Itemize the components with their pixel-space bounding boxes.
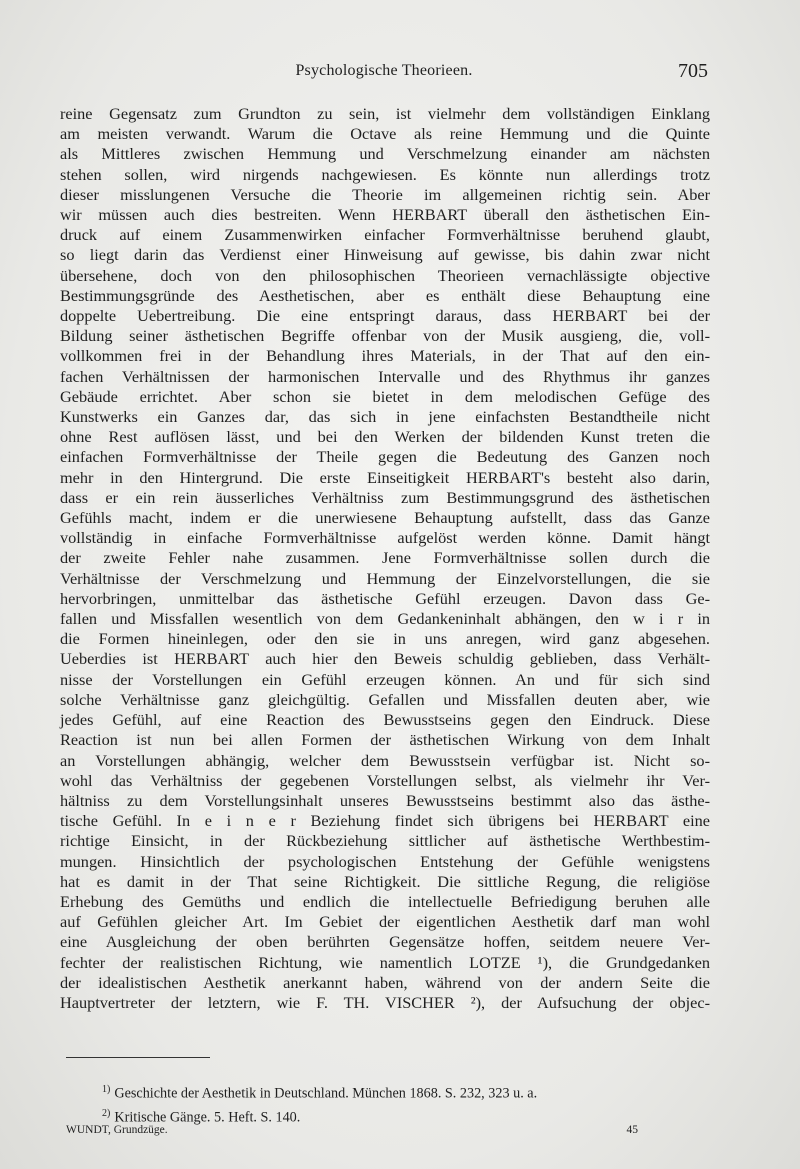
text-line: Kunstwerks ein Ganzes dar, das sich in jene einfachsten Bestandtheile nicht	[60, 407, 710, 427]
text-line: doppelte Uebertreibung. Die eine entspringt daraus, dass HERBART bei der	[60, 306, 710, 326]
text-line: Gefühls macht, indem er die unerwiesene Behauptung aufstellt, dass das Ganze	[60, 508, 710, 528]
text-line: mehr in den Hintergrund. Die erste Einseitigkeit HERBART's besteht also darin,	[60, 467, 710, 487]
text-line: übersehene, doch von den philosophischen Theorieen vernachlässigte objective	[60, 265, 710, 285]
text-line: auf Gefühlen gleicher Art. Im Gebiet der eigentlichen Aesthetik darf man wohl	[60, 912, 710, 932]
text-line: an Vorstellungen abhängig, welcher dem Bewusstsein verfügbar ist. Nicht so-	[60, 750, 710, 770]
text-line: mungen. Hinsichtlich der psychologischen Entstehung der Gefühle wenigstens	[60, 851, 710, 871]
footnotes	[102, 1080, 537, 1127]
text-line: vollständig in einfache Formverhältnisse aufgelöst werden könne. Damit hängt	[60, 528, 710, 548]
text-line: Hauptvertreter der letztern, wie F. TH. VISCHER ²), der Aufsuchung der objec-	[60, 992, 710, 1012]
text-line: einfachen Formverhältnisse der Theile gegen die Bedeutung des Ganzen noch	[60, 447, 710, 467]
text-line: Bildung seiner ästhetischen Begriffe offenbar von der Musik ausgieng, die, voll-	[60, 326, 710, 346]
footnote-text: Geschichte der Aesthetik in Deutschland. München 1868. S. 232, 323 u. a.	[114, 1085, 538, 1102]
text-line: hat es damit in der That seine Richtigkeit. Die sittliche Regung, die religiöse	[60, 871, 710, 891]
text-line: jedes Gefühl, auf eine Reaction des Bewusstseins gegen den Eindruck. Diese	[60, 710, 710, 730]
text-line: fallen und Missfallen wesentlich von dem Gedankeninhalt abhängen, den w i r in	[60, 609, 710, 629]
text-line: ohne Rest auflösen lässt, und bei den Werken der bildenden Kunst treten die	[60, 427, 710, 447]
footnote-marker: 2)	[102, 1107, 111, 1119]
text-line: Erhebung des Gemüths und endlich die intellectuelle Befriedigung beruhen alle	[60, 891, 710, 911]
sheet-number: 45	[626, 1124, 638, 1136]
text-line: dass er ein rein äusserliches Verhältniss zum Bestimmungsgrund des ästhetischen	[60, 487, 710, 507]
text-line: eine Ausgleichung der oben berührten Gegensätze hoffen, seitdem neuere Ver-	[60, 932, 710, 952]
text-line: dieser misslungenen Versuche die Theorie im allgemeinen richtig sein. Aber	[60, 184, 710, 204]
text-line: Gebäude errichtet. Aber schon sie bietet in dem melodischen Gefüge des	[60, 386, 710, 406]
text-line: der zweite Fehler nahe zusammen. Jene Formverhältnisse sollen durch die	[60, 548, 710, 568]
text-line: so liegt darin das Verdienst einer Hinweisung auf gewisse, bis dahin zwar nicht	[60, 245, 710, 265]
text-line: reine Gegensatz zum Grundton zu sein, ist vielmehr dem vollständigen Einklang	[60, 104, 710, 123]
body-text	[60, 104, 710, 1013]
text-line: solche Verhältnisse ganz gleichgültig. Gefallen und Missfallen deuten aber, wie	[60, 689, 710, 709]
footnote-rule	[66, 1057, 210, 1058]
text-line: tische Gefühl. In e i n e r Beziehung findet sich übrigens bei HERBART eine	[60, 811, 710, 831]
text-line: am meisten verwandt. Warum die Octave als reine Hemmung und die Quinte	[60, 124, 710, 144]
text-line: als Mittleres zwischen Hemmung und Verschmelzung einander am nächsten	[60, 144, 710, 164]
text-line: stehen sollen, wird nirgends nachgewiesen. Es könnte nun allerdings trotz	[60, 164, 710, 184]
footnote-marker: 1)	[102, 1084, 111, 1095]
text-line: Ueberdies ist HERBART auch hier den Beweis schuldig geblieben, dass Verhält-	[60, 649, 710, 669]
text-line: hältniss zu dem Vorstellungsinhalt unseres Bewusstseins bestimmt also das ästhe-	[60, 790, 710, 810]
text-line: fechter der realistischen Richtung, wie namentlich LOTZE ¹), die Grundgedanken	[60, 952, 710, 972]
text-line: Bestimmungsgründe des Aesthetischen, aber es enthält diese Behauptung eine	[60, 285, 710, 305]
text-line: fachen Verhältnissen der harmonischen Intervalle und des Rhythmus ihr ganzes	[60, 366, 710, 386]
text-line: druck auf einem Zusammenwirken einfacher Formverhältnisse beruhend glaubt,	[60, 225, 710, 245]
text-line: wohl das Verhältniss der gegebenen Vorstellungen selbst, als vielmehr ihr Ver-	[60, 770, 710, 790]
text-line: richtige Einsicht, in der Rückbeziehung sittlicher auf ästhetische Werthbestim-	[60, 831, 710, 851]
signature-line: WUNDT, Grundzüge.	[66, 1124, 168, 1136]
page-number: 705	[678, 60, 708, 82]
footnote-text: Kritische Gänge. 5. Heft. S. 140.	[114, 1109, 301, 1126]
footnote-1	[102, 1080, 537, 1104]
text-line: vollkommen frei in der Behandlung ihres Materials, in der That auf den ein-	[60, 346, 710, 366]
text-line: hervorbringen, unmittelbar das ästhetische Gefühl erzeugen. Davon dass Ge-	[60, 588, 710, 608]
text-line: nisse der Vorstellungen ein Gefühl erzeugen können. An und für sich sind	[60, 669, 710, 689]
running-head	[60, 62, 708, 90]
text-line: Reaction ist nun bei allen Formen der ästhetischen Wirkung von dem Inhalt	[60, 730, 710, 750]
running-title: Psychologische Theorieen.	[295, 62, 473, 79]
text-line: wir müssen auch dies bestreiten. Wenn HERBART überall den ästhetischen Ein-	[60, 205, 710, 225]
text-line: der idealistischen Aesthetik anerkannt haben, während von der andern Seite die	[60, 972, 710, 992]
text-line: die Formen hineinlegen, oder den sie in uns anregen, wird ganz abgesehen.	[60, 629, 710, 649]
text-line: Verhältnisse der Verschmelzung und Hemmung der Einzelvorstellungen, die sie	[60, 568, 710, 588]
